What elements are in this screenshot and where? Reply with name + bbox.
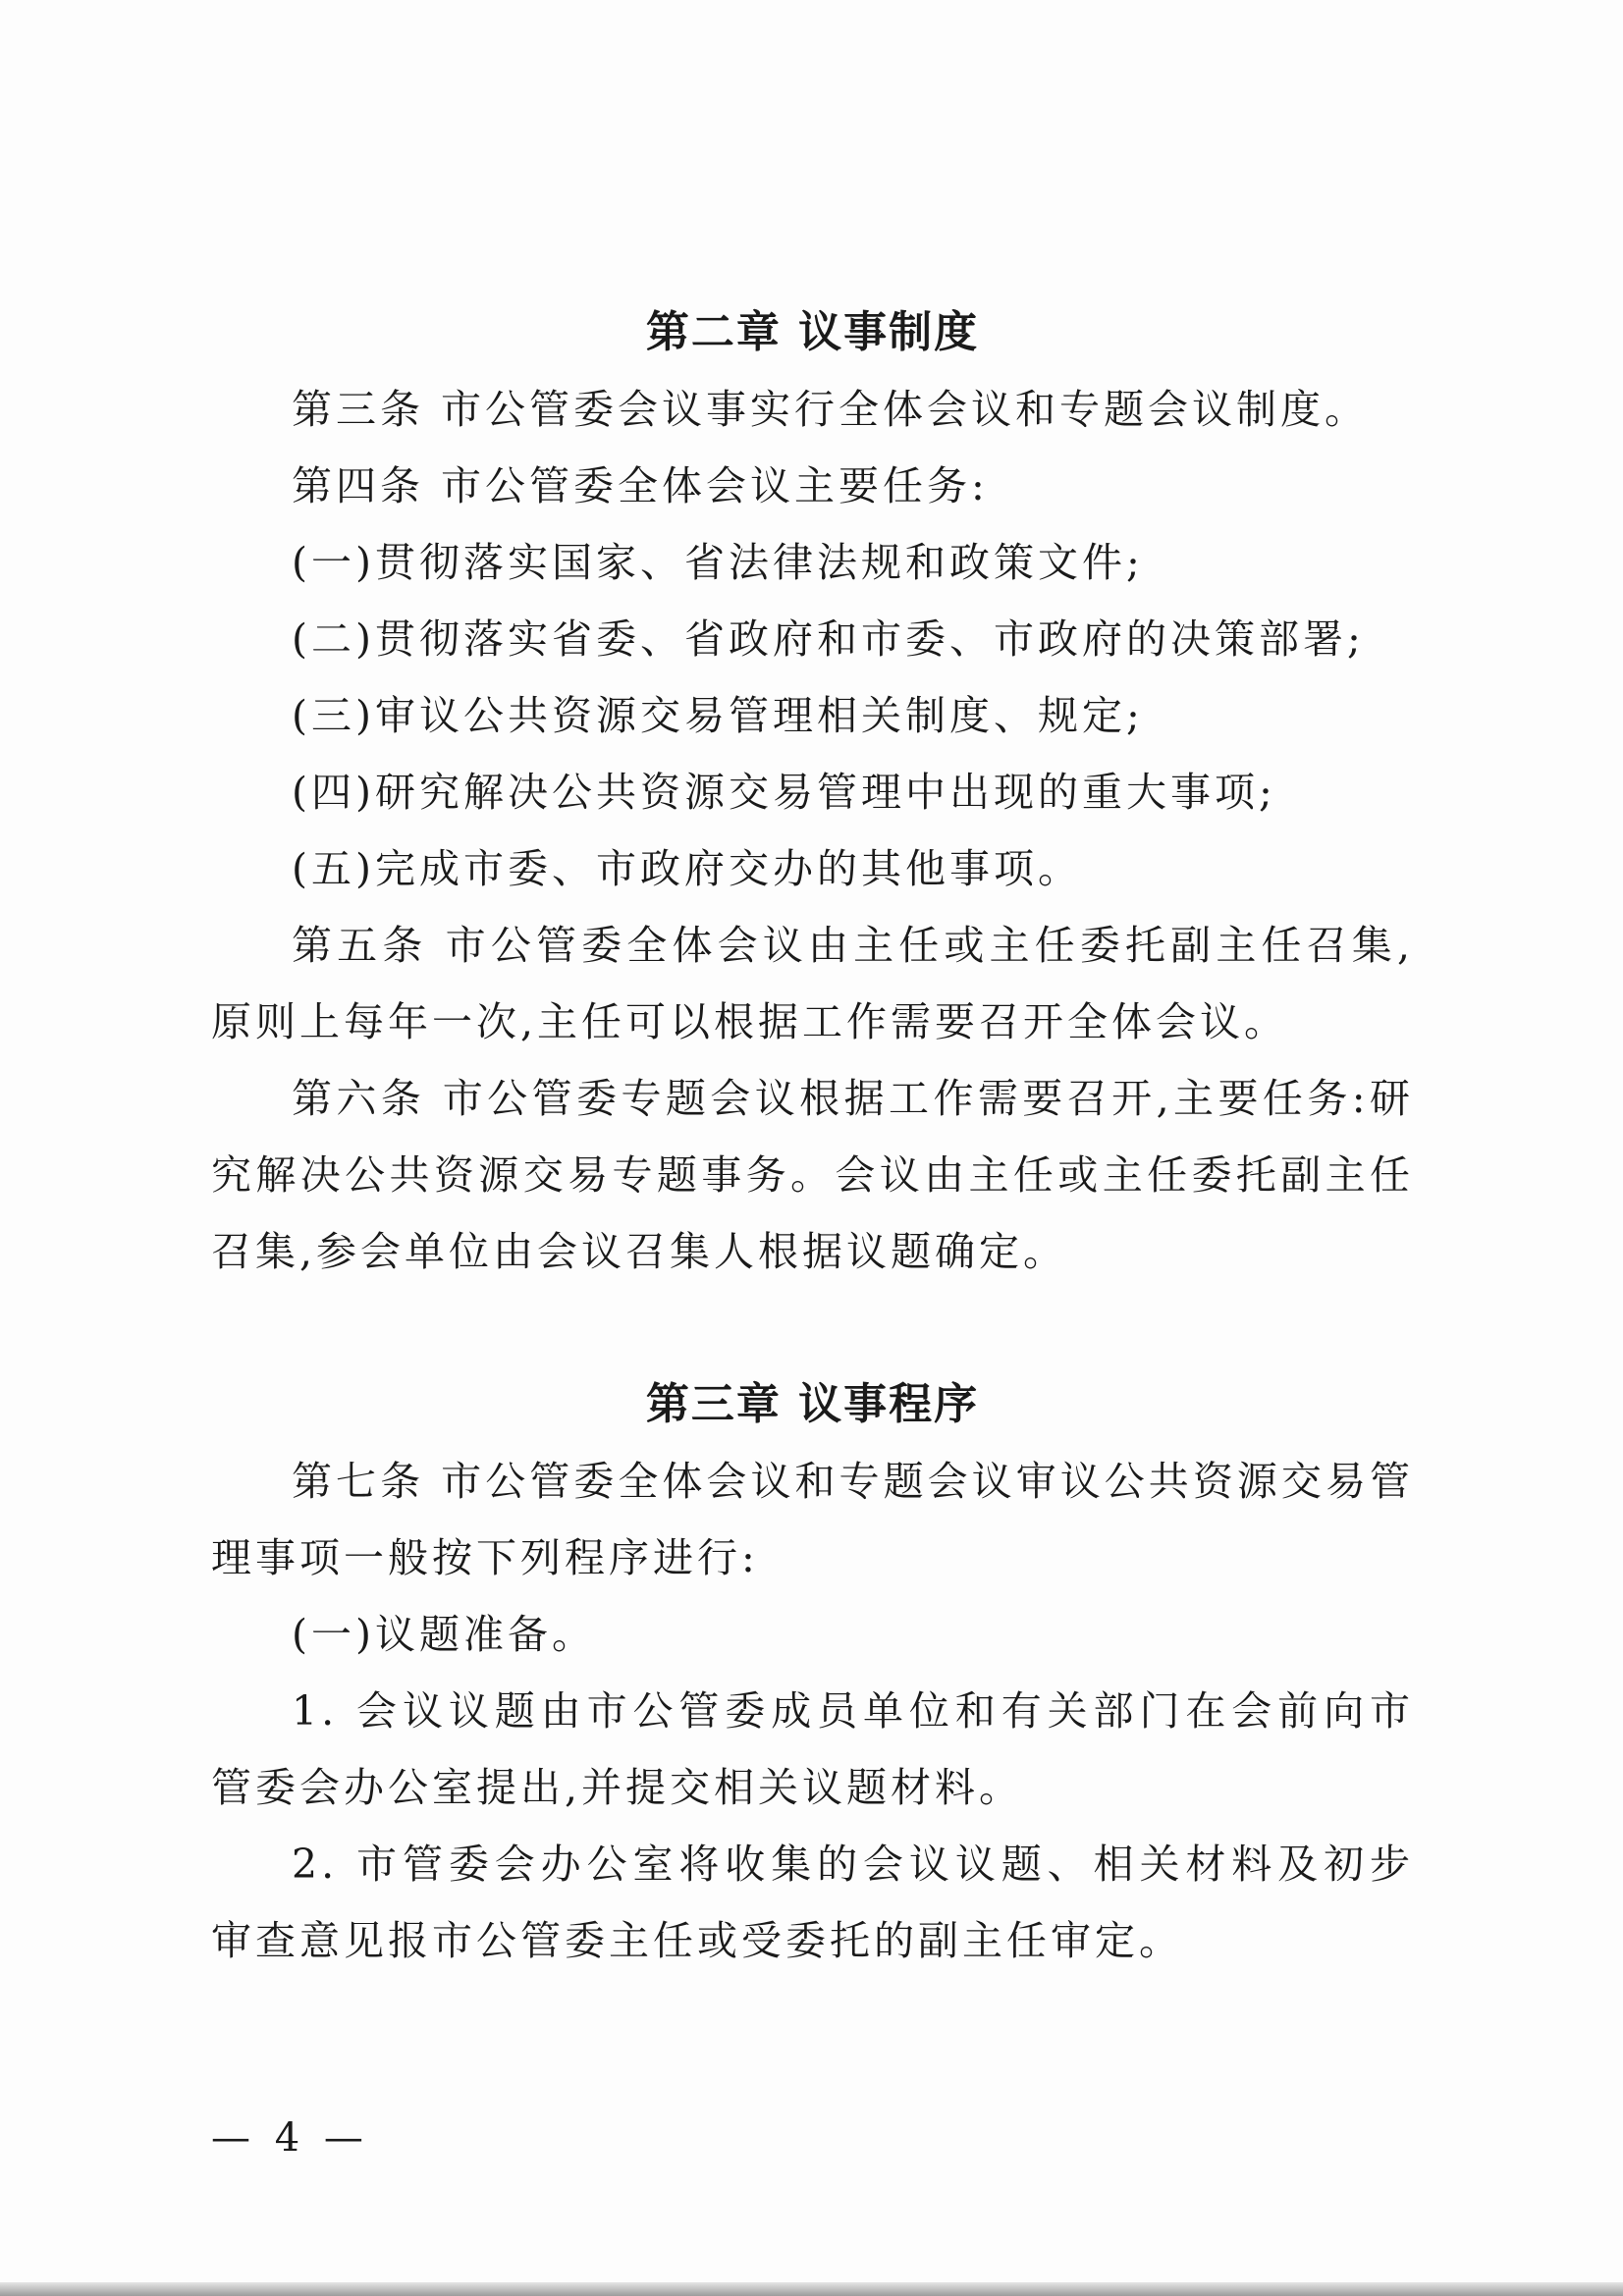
article-4-item-4: (四)研究解决公共资源交易管理中出现的重大事项; [292,769,1276,816]
article-7-step-1: 1. 会议议题由市公管委成员单位和有关部门在会前向市管委会办公室提出,并提交相关议题材料。 [211,1687,1414,1811]
chapter-3-title: 第三章 议事程序 [645,1379,980,1429]
article-4-item-2: (二)贯彻落实省委、省政府和市委、市政府的决策部署; [292,615,1365,663]
article-7: 第七条 市公管委全体会议和专题会议审议公共资源交易管理事项一般按下列程序进行: [211,1458,1414,1581]
scan-edge [0,2282,1623,2296]
document-body [211,294,1414,1979]
article-5: 第五条 市公管委全体会议由主任或主任委托副主任召集,原则上每年一次,主任可以根据工作需要召开全体会议。 [211,922,1414,1045]
article-4-item-3: (三)审议公共资源交易管理相关制度、规定; [292,692,1144,739]
article-6: 第六条 市公管委专题会议根据工作需要召开,主要任务:研究解决公共资源交易专题事务。会议由主任或主任委托副主任召集,参会单位由会议召集人根据议题确定。 [211,1075,1414,1275]
article-7-step-2: 2. 市管委会办公室将收集的会议议题、相关材料及初步审查意见报市公管委主任或受委托的副主任审定。 [211,1841,1414,1964]
page-number: — 4 — [211,2115,369,2161]
section-spacer [211,1290,1414,1366]
article-3: 第三条 市公管委会议事实行全体会议和专题会议制度。 [292,386,1370,433]
chapter-2-title: 第二章 议事制度 [645,307,980,357]
article-7-item-1: (一)议题准备。 [292,1611,596,1658]
article-4-item-1: (一)贯彻落实国家、省法律法规和政策文件; [292,539,1144,586]
article-4: 第四条 市公管委全体会议主要任务: [292,462,989,509]
article-4-item-5: (五)完成市委、市政府交办的其他事项。 [292,845,1082,892]
